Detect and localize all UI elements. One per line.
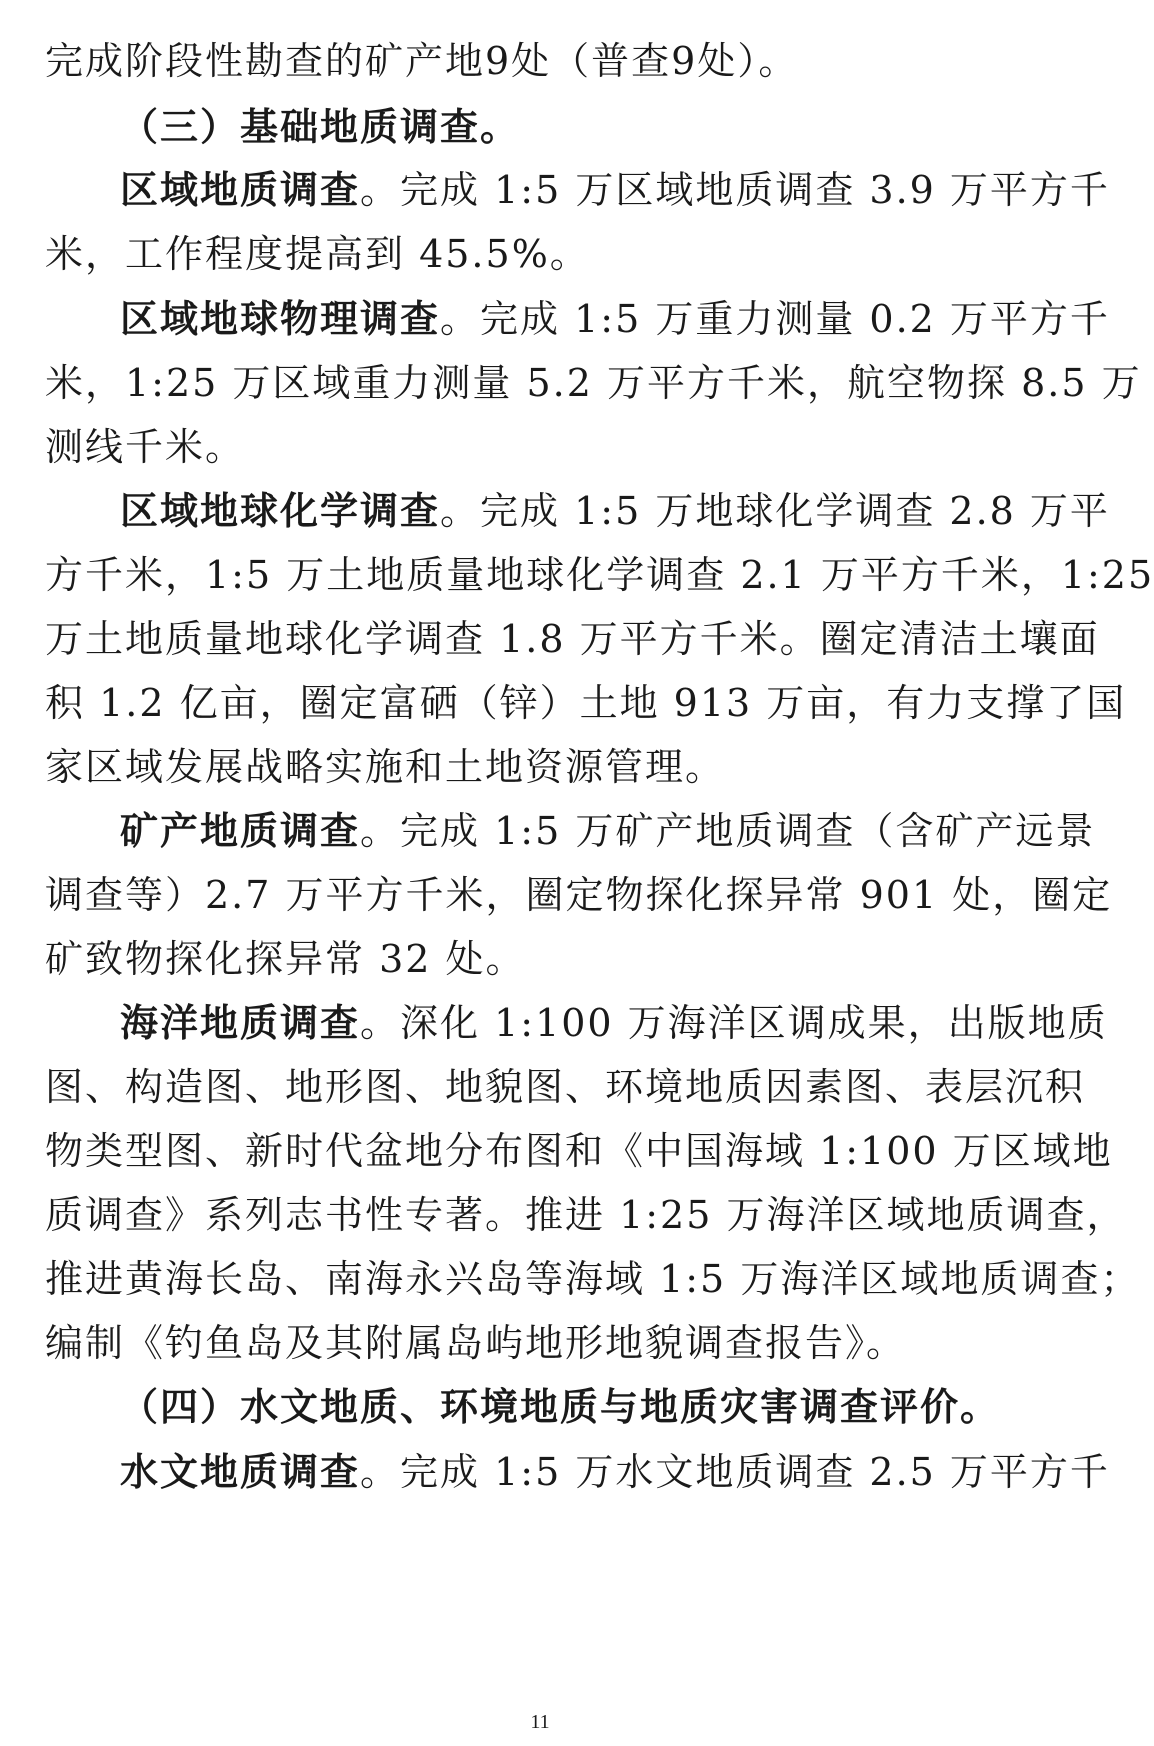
- line-text: 家区域发展战略实施和土地资源管理。: [45, 745, 726, 789]
- text-line: [45, 1319, 1035, 1367]
- page-number: 11: [530, 1711, 550, 1733]
- heading-text: （三）基础地质调查。: [120, 104, 521, 149]
- line-text: 质调查》系列志书性专著。推进 1:25 万海洋区域地质调查，: [45, 1193, 1127, 1237]
- text-line: [45, 1191, 1127, 1239]
- line-text: 图、构造图、地形图、地貌图、环境地质因素图、表层沉积: [45, 1065, 1086, 1109]
- paragraph-lead: 矿产地质调查: [120, 808, 361, 853]
- text-line: [45, 359, 1142, 407]
- paragraph-lead: 水文地质调查: [120, 1449, 361, 1494]
- text-line: [45, 230, 1035, 278]
- line-text: 测线千米。: [45, 425, 246, 469]
- text-line: [45, 935, 1035, 983]
- text-line: [45, 679, 1127, 727]
- line-text: 编制《钓鱼岛及其附属岛屿地形地貌调查报告》。: [45, 1321, 907, 1365]
- paragraph-geochemistry: [120, 487, 1110, 535]
- text-line: [45, 423, 1035, 471]
- section-heading-4: [120, 1383, 1035, 1431]
- line-text: 。完成 1:5 万区域地质调查 3.9 万平方千: [360, 168, 1110, 212]
- paragraph-mineral-survey: [120, 807, 1096, 855]
- text-line: [45, 1255, 1141, 1303]
- text-line: [45, 615, 1100, 663]
- line-text: 物类型图、新时代盆地分布图和《中国海域 1:100 万区域地: [45, 1129, 1113, 1173]
- line-text: 积 1.2 亿亩，圈定富硒（锌）土地 913 万亩，有力支撑了国: [45, 681, 1127, 725]
- text-line: [45, 1063, 1086, 1111]
- text-line: [45, 37, 1035, 85]
- paragraph-marine-geology: [120, 999, 1108, 1047]
- text-line: [45, 1127, 1113, 1175]
- heading-text: （四）水文地质、环境地质与地质灾害调查评价。: [120, 1384, 1001, 1429]
- line-text: 。完成 1:5 万矿产地质调查（含矿产远景: [360, 809, 1096, 853]
- section-heading-3: [120, 103, 1035, 151]
- line-text: 米，工作程度提高到 45.5%。: [45, 232, 590, 276]
- line-text: 万土地质量地球化学调查 1.8 万平方千米。圈定清洁土壤面: [45, 617, 1100, 661]
- text-line: [45, 743, 1035, 791]
- line-text: 方千米，1:5 万土地质量地球化学调查 2.1 万平方千米，1:25: [45, 553, 1154, 597]
- paragraph-lead: 区域地球物理调查: [120, 296, 441, 341]
- paragraph-lead: 区域地质调查: [120, 167, 361, 212]
- paragraph-lead: 海洋地质调查: [120, 1000, 361, 1045]
- line-text: 完成阶段性勘查的矿产地9处（普查9处）。: [45, 39, 799, 83]
- text-line: [45, 551, 1154, 599]
- paragraph-regional-geology: [120, 166, 1110, 214]
- line-text: 米，1:25 万区域重力测量 5.2 万平方千米，航空物探 8.5 万: [45, 361, 1142, 405]
- line-text: 。完成 1:5 万水文地质调查 2.5 万平方千: [360, 1450, 1110, 1494]
- line-text: 矿致物探化探异常 32 处。: [45, 937, 526, 981]
- line-text: 。深化 1:100 万海洋区调成果，出版地质: [360, 1001, 1108, 1045]
- line-text: 推进黄海长岛、南海永兴岛等海域 1:5 万海洋区域地质调查；: [45, 1257, 1141, 1301]
- line-text: 。完成 1:5 万地球化学调查 2.8 万平: [440, 489, 1110, 533]
- text-line: [45, 871, 1113, 919]
- line-text: 。完成 1:5 万重力测量 0.2 万平方千: [440, 297, 1110, 341]
- paragraph-hydrogeology: [120, 1448, 1110, 1496]
- paragraph-lead: 区域地球化学调查: [120, 488, 441, 533]
- paragraph-geophysics: [120, 295, 1110, 343]
- line-text: 调查等）2.7 万平方千米，圈定物探化探异常 901 处，圈定: [45, 873, 1113, 917]
